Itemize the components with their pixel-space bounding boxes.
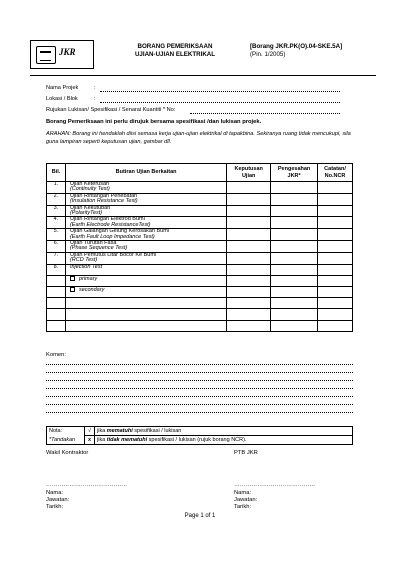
header-catatan: Catatan/ No.NCR [318, 164, 353, 182]
table-row [47, 264, 353, 275]
test-item [65, 182, 226, 194]
sig-nama: Nama: [234, 490, 252, 496]
nota-row [47, 427, 353, 436]
nota-text-2: jika tidak mematuhi spesifikasi / lukisan (rujuk borang NCR). [95, 436, 353, 445]
empty-cell[interactable] [65, 309, 226, 320]
komen-line-2[interactable] [46, 372, 353, 373]
pengesahan-cell[interactable] [271, 241, 318, 253]
keputusan-cell[interactable] [227, 229, 271, 241]
test-name-en: (Insulation Resistance Test) [69, 198, 138, 205]
sig-right-title: PTB JKR [234, 450, 258, 456]
jkr-emblem-icon [36, 46, 56, 64]
row-number: 6. [47, 241, 66, 253]
test-name-en: (RCD Test) [69, 257, 98, 264]
rujukan-input-line[interactable] [190, 113, 340, 114]
keputusan-cell[interactable] [227, 205, 271, 217]
row-number: 4. [47, 217, 66, 229]
sig-jawatan: Jawatan: [234, 497, 258, 503]
empty-cell [47, 287, 66, 298]
row-number: 7. [47, 252, 66, 264]
test-name: Ujian Galangan Gelung Kerosakan Bumi [69, 228, 169, 235]
test-item [65, 241, 226, 253]
empty-cell[interactable] [65, 320, 226, 331]
komen-label: Komen: [46, 352, 66, 358]
title-line-1: BORANG PEMERIKSAAN [137, 43, 213, 50]
instruction-note: Borang Pemeriksaan ini perlu dirujuk bersama spesifikasi /dan lukisan projek. [46, 119, 262, 125]
catatan-cell[interactable] [318, 193, 353, 205]
catatan-cell[interactable] [318, 264, 353, 275]
catatan-cell[interactable] [318, 287, 353, 298]
pengesahan-cell[interactable] [271, 193, 318, 205]
form-revision: (Pin. 1/2005) [250, 51, 286, 58]
test-name: Ujian Kekutuban [69, 204, 111, 211]
form-reference [250, 43, 342, 59]
arahan-text: ARAHAN: Borang ini hendaklah diisi semasa kerja ujian-ujian elektrikal di tapakbina. Sekiranya ruang tidak mencukupi, sila guna lampiran seperti keputusan ujian, gambar dll. [46, 131, 351, 145]
row-number: 8. [47, 264, 66, 275]
keputusan-cell[interactable] [227, 182, 271, 194]
keputusan-cell[interactable] [227, 252, 271, 264]
keputusan-cell[interactable] [227, 193, 271, 205]
komen-line-6[interactable] [46, 404, 353, 405]
pengesahan-cell[interactable] [271, 252, 318, 264]
checkbox-icon[interactable] [70, 276, 75, 281]
test-table [46, 163, 353, 332]
test-name-en: (Earth Electrode ResistanceTest) [69, 221, 151, 228]
keputusan-cell[interactable] [227, 275, 271, 286]
test-item [65, 205, 226, 217]
empty-cell[interactable] [318, 298, 353, 309]
sig-right-line[interactable]: …………………………………… [234, 482, 316, 488]
test-item [65, 217, 226, 229]
header-keputusan: Keputusan Ujian [227, 164, 271, 182]
injection-secondary [65, 287, 226, 298]
table-row [47, 298, 353, 309]
sig-tarikh: Tarikh: [234, 504, 252, 510]
table-row [47, 309, 353, 320]
header-divider [30, 75, 376, 76]
pengesahan-cell[interactable] [271, 205, 318, 217]
empty-cell[interactable] [227, 309, 271, 320]
pengesahan-cell[interactable] [271, 287, 318, 298]
test-name: Injection Test [65, 264, 226, 275]
sub-label: secondary [78, 287, 105, 294]
table-row [47, 193, 353, 205]
keputusan-cell[interactable] [227, 264, 271, 275]
empty-cell[interactable] [65, 298, 226, 309]
empty-cell[interactable] [271, 298, 318, 309]
nota-tandakan: *Tandakan [47, 436, 85, 445]
test-name: Ujian Keterusan [69, 181, 110, 187]
title-line-2: UJIAN-UJIAN ELEKTRIKAL [134, 51, 216, 58]
tick-icon: √ [85, 427, 95, 436]
form-ref-code: [Borang JKR.PK(O).04-SKE.5A] [250, 43, 343, 50]
komen-line-1[interactable] [46, 364, 353, 365]
cross-icon: x [85, 436, 95, 445]
logo-text: JKR [59, 47, 76, 57]
form-title [130, 43, 220, 59]
catatan-cell[interactable] [318, 182, 353, 194]
nota-table [46, 426, 353, 445]
test-name: Ujian Rintangan Penebatan [69, 192, 138, 199]
nota-label: Nota: [47, 427, 85, 436]
nota-text-1: jika mematuhi spesifikasi / lukisan [95, 427, 353, 436]
table-row [47, 275, 353, 286]
pengesahan-cell[interactable] [271, 275, 318, 286]
empty-cell[interactable] [318, 309, 353, 320]
komen-line-5[interactable] [46, 396, 353, 397]
field-label: Nama Projek [46, 85, 79, 91]
sig-right-details [234, 490, 257, 511]
pengesahan-cell[interactable] [271, 229, 318, 241]
field-label: Lokasi / Blok [46, 96, 78, 102]
sig-nama: Nama: [46, 490, 64, 496]
catatan-cell[interactable] [318, 275, 353, 286]
test-name-en: (PolarityTest) [69, 210, 103, 217]
sub-label: primary [78, 275, 98, 282]
catatan-cell[interactable] [318, 205, 353, 217]
catatan-cell[interactable] [318, 217, 353, 229]
checkbox-icon[interactable] [70, 287, 75, 292]
row-number: 2. [47, 193, 66, 205]
empty-cell [47, 275, 66, 286]
jkr-logo [30, 40, 94, 69]
empty-cell[interactable] [271, 320, 318, 331]
test-item [65, 252, 226, 264]
komen-line-4[interactable] [46, 388, 353, 389]
lokasi-blok-input-line[interactable] [100, 102, 340, 103]
header-butiran: Butiran Ujian Berkaitan [65, 164, 226, 182]
table-row [47, 241, 353, 253]
table-header-row [47, 164, 353, 182]
header-pengesahan: Pengesahan JKR* [271, 164, 318, 182]
keputusan-cell[interactable] [227, 241, 271, 253]
pengesahan-cell[interactable] [271, 217, 318, 229]
nota-row [47, 436, 353, 445]
table-row [47, 287, 353, 298]
table-row [47, 320, 353, 331]
empty-cell[interactable] [318, 320, 353, 331]
table-row [47, 205, 353, 217]
keputusan-cell[interactable] [227, 287, 271, 298]
komen-line-7[interactable] [46, 412, 353, 413]
test-item [65, 193, 226, 205]
table-row [47, 229, 353, 241]
page-number: Page 1 of 1 [184, 513, 216, 519]
nama-projek-input-line[interactable] [100, 91, 340, 92]
sig-left-line[interactable]: …………………………………… [46, 482, 128, 488]
empty-cell[interactable] [227, 320, 271, 331]
sig-jawatan: Jawatan: [46, 497, 70, 503]
catatan-cell[interactable] [318, 252, 353, 264]
test-name: Ujian Pemutus Litar Bocor Ke Bumi [69, 251, 157, 258]
table-row [47, 182, 353, 194]
catatan-cell[interactable] [318, 241, 353, 253]
sig-left-details [46, 490, 69, 511]
table-row [47, 217, 353, 229]
row-number: 1. [47, 182, 66, 194]
empty-cell[interactable] [271, 309, 318, 320]
pengesahan-cell[interactable] [271, 264, 318, 275]
test-item [65, 229, 226, 241]
field-nama-projek: Nama Projek : [46, 85, 96, 91]
injection-primary [65, 275, 226, 286]
empty-cell[interactable] [47, 320, 66, 331]
row-number: 3. [47, 205, 66, 217]
sig-tarikh: Tarikh: [46, 504, 64, 510]
test-name: Ujian Turutan Fasa [69, 240, 117, 247]
test-name-en: (Earth Fault Loop Impedance Test) [69, 233, 155, 240]
empty-cell[interactable] [47, 309, 66, 320]
empty-cell[interactable] [227, 298, 271, 309]
field-rujukan [46, 107, 175, 114]
test-name: Ujian Rintangan Elektrod Bumi [69, 216, 145, 223]
catatan-cell[interactable] [318, 229, 353, 241]
empty-cell[interactable] [47, 298, 66, 309]
komen-line-3[interactable] [46, 380, 353, 381]
test-name-en: (Continuity Test) [69, 186, 110, 193]
sig-left-title: Wakil Kontraktor [46, 450, 89, 456]
field-label: Rujukan Lukisan/ Spesifikasi / Senarai Kuantiti * No: [46, 107, 176, 113]
field-lokasi-blok: Lokasi / Blok : [46, 96, 96, 102]
row-number: 5. [47, 229, 66, 241]
test-name-en: (Phase Sequence Test) [69, 245, 128, 252]
table-row [47, 252, 353, 264]
keputusan-cell[interactable] [227, 217, 271, 229]
header-bil: Bil. [47, 164, 66, 182]
pengesahan-cell[interactable] [271, 182, 318, 194]
